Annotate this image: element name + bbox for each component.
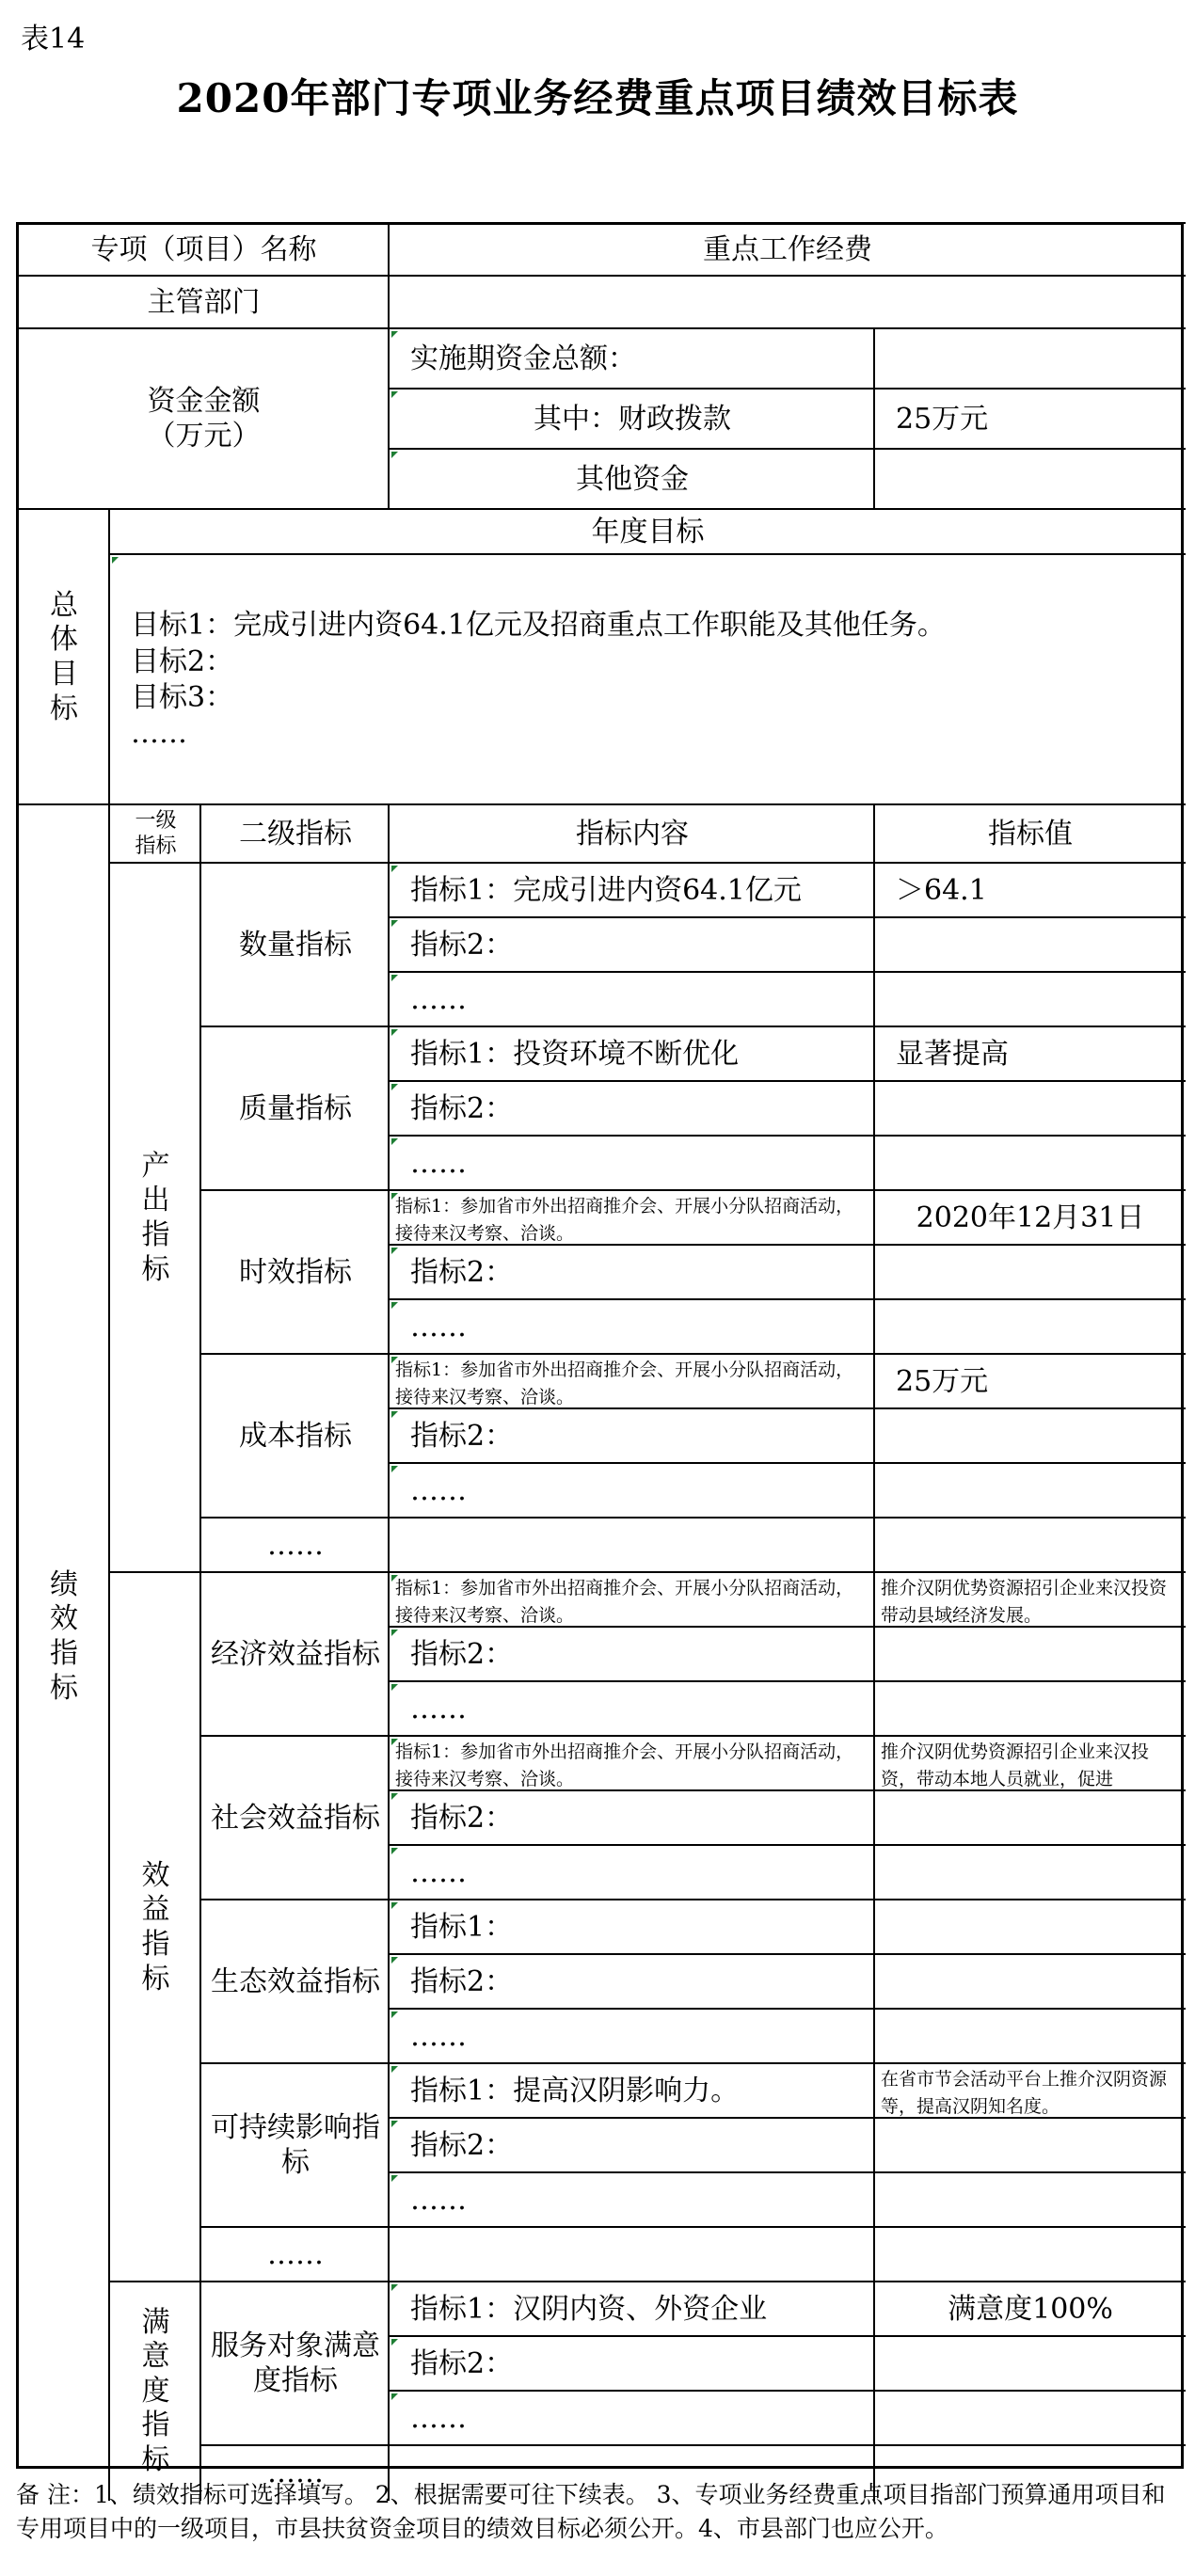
level1-indicator xyxy=(108,862,201,1573)
cell-marker-icon xyxy=(391,2175,398,2182)
more-level2-row-text: …… xyxy=(267,2456,324,2489)
indicator-value xyxy=(873,1899,1186,1955)
level1-indicator xyxy=(108,1571,201,2282)
indicator-content-text: 指标1：参加省市外出招商推介会、开展小分队招商活动，接待来汉考察、洽谈。 xyxy=(395,1196,854,1244)
level2-indicator xyxy=(199,1189,390,1355)
annual-target-header xyxy=(108,508,1186,555)
dept-value xyxy=(388,275,1186,329)
table-number: 表14 xyxy=(21,23,86,56)
indicator-content xyxy=(388,2390,875,2446)
cell-marker-icon xyxy=(391,1793,398,1800)
level2-indicator-text: 数量指标 xyxy=(239,928,352,962)
cell-marker-icon xyxy=(391,1848,398,1854)
indicator-value xyxy=(873,1244,1186,1300)
level2-indicator xyxy=(199,2281,390,2446)
indicator-content xyxy=(388,2335,875,2392)
indicator-content-text: 指标1：完成引进内资64.1亿元 xyxy=(410,873,802,907)
indicator-value xyxy=(873,1026,1186,1082)
project-name-value xyxy=(388,222,1186,277)
indicator-content xyxy=(388,916,875,973)
performance-target-table xyxy=(16,222,1184,2489)
indicator-content xyxy=(388,1462,875,1519)
col-header-level1-text: 一级指标 xyxy=(135,809,177,858)
annual-target-content xyxy=(108,553,1186,805)
level1-indicator-line: 标 xyxy=(141,1962,170,1996)
indicator-content xyxy=(388,971,875,1027)
more-value-blank xyxy=(873,2226,1186,2282)
indicator-content-text: 指标2： xyxy=(410,1255,514,1289)
more-level2-row-text: …… xyxy=(267,2237,324,2271)
level1-indicator-line: 出 xyxy=(141,1184,170,1217)
level2-indicator-text: 质量指标 xyxy=(239,1091,352,1125)
dept-label xyxy=(16,275,390,329)
indicator-value-text: 满意度100% xyxy=(948,2292,1113,2326)
more-level2-row xyxy=(199,1517,390,1573)
perf-indicator-label-line: 效 xyxy=(50,1602,78,1636)
indicator-value xyxy=(873,1189,1186,1246)
indicator-content-text: 指标1：提高汉阴影响力。 xyxy=(410,2074,740,2107)
indicator-content xyxy=(388,1899,875,1955)
indicator-content xyxy=(388,1135,875,1191)
indicator-content xyxy=(388,2281,875,2337)
fund-fiscal-label-text: 其中：财政拨款 xyxy=(534,402,731,436)
col-header-value-text: 指标值 xyxy=(988,817,1073,851)
indicator-value xyxy=(873,2171,1186,2228)
annual-target-header-text: 年度目标 xyxy=(591,515,705,549)
more-value-blank xyxy=(873,1517,1186,1573)
level1-indicator-line: 标 xyxy=(141,1252,170,1286)
indicator-content xyxy=(388,1953,875,2010)
indicator-content-text: 指标1：参加省市外出招商推介会、开展小分队招商活动，接待来汉考察、洽谈。 xyxy=(395,1360,854,1407)
fund-fiscal-label xyxy=(388,388,875,450)
col-header-level2 xyxy=(199,803,390,864)
fund-total-label-text: 实施期资金总额： xyxy=(410,342,636,375)
indicator-content-text: 指标1：汉阴内资、外资企业 xyxy=(410,2292,768,2326)
cell-marker-icon xyxy=(391,1029,398,1036)
indicator-value xyxy=(873,2281,1186,2337)
level1-indicator-line: 意 xyxy=(141,2340,170,2374)
level1-indicator-line: 标 xyxy=(141,2442,170,2476)
indicator-value xyxy=(873,2117,1186,2173)
indicator-content-text: 指标2： xyxy=(410,928,514,962)
fund-fiscal-value-text: 25万元 xyxy=(896,402,989,436)
fund-other-value xyxy=(873,448,1186,510)
indicator-value-text: ＞64.1 xyxy=(896,873,987,907)
annual-target-content-line: 目标3： xyxy=(131,681,234,714)
cell-marker-icon xyxy=(391,1739,398,1745)
indicator-content-text: …… xyxy=(410,2401,467,2435)
indicator-value xyxy=(873,1571,1186,1628)
cell-marker-icon xyxy=(391,331,398,338)
level2-indicator-text: 成本指标 xyxy=(239,1419,352,1453)
indicator-value-text: 显著提高 xyxy=(896,1037,1009,1071)
indicator-value-text: 25万元 xyxy=(896,1364,989,1398)
document-title: 2020年部门专项业务经费重点项目绩效目标表 xyxy=(176,75,1019,121)
indicator-content-text: …… xyxy=(410,982,467,1016)
level1-indicator-line: 益 xyxy=(141,1893,170,1927)
fund-other-label xyxy=(388,448,875,510)
col-header-level2-text: 二级指标 xyxy=(239,817,352,851)
indicator-content xyxy=(388,1680,875,1737)
more-content-blank xyxy=(388,2226,875,2282)
cell-marker-icon xyxy=(391,1957,398,1964)
indicator-content xyxy=(388,1026,875,1082)
cell-marker-icon xyxy=(391,1411,398,1418)
indicator-value xyxy=(873,1844,1186,1900)
level2-indicator xyxy=(199,1571,390,1737)
indicator-value xyxy=(873,2390,1186,2446)
cell-marker-icon xyxy=(391,920,398,927)
indicator-content-text: 指标2： xyxy=(410,1419,514,1453)
col-header-content xyxy=(388,803,875,864)
overall-target-label-line: 总 xyxy=(50,588,78,622)
cell-marker-icon xyxy=(391,1248,398,1254)
cell-marker-icon xyxy=(391,2121,398,2127)
annual-target-content-line: …… xyxy=(131,717,187,751)
annual-target-content-line: 目标1：完成引进内资64.1亿元及招商重点工作职能及其他任务。 xyxy=(131,609,946,643)
col-header-value xyxy=(873,803,1186,864)
dept-label-text: 主管部门 xyxy=(147,285,261,319)
col-header-level1 xyxy=(108,803,201,864)
indicator-value xyxy=(873,1135,1186,1191)
project-name-label xyxy=(16,222,390,277)
level1-indicator-line: 效 xyxy=(141,1858,170,1892)
level2-indicator-text: 生态效益指标 xyxy=(211,1964,380,1998)
cell-marker-icon xyxy=(391,1902,398,1909)
fund-total-value xyxy=(873,327,1186,390)
cell-marker-icon xyxy=(391,1302,398,1309)
indicator-value xyxy=(873,1735,1186,1791)
indicator-content xyxy=(388,2117,875,2173)
indicator-content xyxy=(388,1298,875,1355)
level1-indicator-line: 指 xyxy=(141,1928,170,1961)
more-content-blank xyxy=(388,1517,875,1573)
indicator-content-text: …… xyxy=(410,2183,467,2217)
level2-indicator xyxy=(199,2062,390,2228)
indicator-content-text: 指标1： xyxy=(410,1910,514,1944)
fund-total-label xyxy=(388,327,875,390)
cell-marker-icon xyxy=(391,866,398,872)
perf-indicator-label xyxy=(16,803,110,2469)
perf-indicator-label-line: 标 xyxy=(50,1671,78,1705)
indicator-content xyxy=(388,2008,875,2064)
cell-marker-icon xyxy=(391,1138,398,1145)
cell-marker-icon xyxy=(391,975,398,981)
level2-indicator-text: 社会效益指标 xyxy=(211,1801,380,1835)
cell-marker-icon xyxy=(391,2012,398,2018)
cell-marker-icon xyxy=(391,1466,398,1472)
indicator-content-text: …… xyxy=(410,1310,467,1344)
fund-label-line: 资金金额 xyxy=(147,385,261,419)
cell-marker-icon xyxy=(391,2339,398,2345)
level2-indicator xyxy=(199,862,390,1027)
perf-indicator-label-line: 绩 xyxy=(50,1567,78,1601)
indicator-content-text: 指标1：投资环境不断优化 xyxy=(410,1037,740,1071)
fund-fiscal-value xyxy=(873,388,1186,450)
indicator-content xyxy=(388,1626,875,1682)
indicator-content xyxy=(388,1244,875,1300)
level1-indicator-line: 指 xyxy=(141,1218,170,1251)
col-header-content-text: 指标内容 xyxy=(576,817,689,851)
cell-marker-icon xyxy=(391,1684,398,1691)
annual-target-content-line: 目标2： xyxy=(131,644,234,678)
indicator-content xyxy=(388,2062,875,2119)
cell-marker-icon xyxy=(391,1630,398,1636)
indicator-content xyxy=(388,2171,875,2228)
indicator-content-text: …… xyxy=(410,1146,467,1180)
level2-indicator xyxy=(199,1899,390,2064)
indicator-value xyxy=(873,1789,1186,1846)
level2-indicator-text: 经济效益指标 xyxy=(211,1637,380,1671)
fund-label xyxy=(16,327,390,510)
indicator-value-text: 2020年12月31日 xyxy=(916,1201,1145,1234)
indicator-value xyxy=(873,1680,1186,1737)
level2-indicator-text: 服务对象满意度指标 xyxy=(211,2330,380,2397)
indicator-value xyxy=(873,916,1186,973)
indicator-value xyxy=(873,2008,1186,2064)
level1-indicator xyxy=(108,2281,201,2501)
indicator-content xyxy=(388,1571,875,1628)
indicator-value xyxy=(873,971,1186,1027)
indicator-value xyxy=(873,1407,1186,1464)
indicator-content xyxy=(388,1735,875,1791)
level2-indicator-text: 时效指标 xyxy=(239,1255,352,1289)
indicator-content-text: …… xyxy=(410,1473,467,1507)
overall-target-label xyxy=(16,508,110,805)
indicator-value xyxy=(873,1626,1186,1682)
indicator-value xyxy=(873,862,1186,918)
overall-target-label-line: 目 xyxy=(50,658,78,691)
indicator-value xyxy=(873,1953,1186,2010)
level1-indicator-line: 满 xyxy=(141,2305,170,2339)
cell-marker-icon xyxy=(391,1193,398,1200)
indicator-content-text: 指标2： xyxy=(410,1964,514,1998)
indicator-content-text: …… xyxy=(410,2019,467,2053)
footnote: 备 注：1、绩效指标可选择填写。 2、根据需要可往下续表。 3、专项业务经费重点项目指部门预算通用项目和专用项目中的一级项目，市县扶贫资金项目的绩效目标必须公开。4、市县部门也应公开。 xyxy=(16,2481,1166,2543)
cell-marker-icon xyxy=(112,557,119,564)
level2-indicator xyxy=(199,1735,390,1900)
indicator-content-text: …… xyxy=(410,1855,467,1889)
indicator-content-text: 指标2： xyxy=(410,2346,514,2380)
indicator-value xyxy=(873,1462,1186,1519)
level2-indicator xyxy=(199,1026,390,1191)
level2-indicator xyxy=(199,1353,390,1519)
indicator-content xyxy=(388,1353,875,1409)
indicator-content-text: 指标1：参加省市外出招商推介会、开展小分队招商活动，接待来汉考察、洽谈。 xyxy=(395,1578,854,1626)
project-name-value-text: 重点工作经费 xyxy=(703,232,872,266)
indicator-value xyxy=(873,1353,1186,1409)
indicator-content-text: 指标1：参加省市外出招商推介会、开展小分队招商活动，接待来汉考察、洽谈。 xyxy=(395,1741,854,1789)
indicator-content xyxy=(388,1844,875,1900)
indicator-content-text: 指标2： xyxy=(410,1637,514,1671)
overall-target-label-line: 标 xyxy=(50,692,78,725)
indicator-content-text: 指标2： xyxy=(410,1091,514,1125)
indicator-value xyxy=(873,2335,1186,2392)
indicator-value xyxy=(873,1080,1186,1137)
indicator-content xyxy=(388,1189,875,1246)
cell-marker-icon xyxy=(391,391,398,398)
cell-marker-icon xyxy=(391,2066,398,2073)
indicator-content xyxy=(388,1080,875,1137)
level1-indicator-line: 度 xyxy=(141,2374,170,2408)
level1-indicator-line: 指 xyxy=(141,2409,170,2442)
indicator-content xyxy=(388,1407,875,1464)
indicator-value xyxy=(873,1298,1186,1355)
indicator-value-text: 推介汉阴优势资源招引企业来汉投资，带动本地人员就业，促进 xyxy=(881,1741,1150,1789)
cell-marker-icon xyxy=(391,1575,398,1582)
indicator-value-text: 在省市节会活动平台上推介汉阴资源等，提高汉阴知名度。 xyxy=(881,2069,1168,2117)
overall-target-label-line: 体 xyxy=(50,623,78,657)
cell-marker-icon xyxy=(391,1084,398,1090)
indicator-value xyxy=(873,2062,1186,2119)
fund-label-line: （万元） xyxy=(147,420,261,453)
level2-indicator-text: 可持续影响指标 xyxy=(211,2111,380,2179)
indicator-content xyxy=(388,1789,875,1846)
indicator-value-text: 推介汉阴优势资源招引企业来汉投资带动县域经济发展。 xyxy=(881,1578,1168,1626)
cell-marker-icon xyxy=(391,1357,398,1363)
indicator-content-text: …… xyxy=(410,1692,467,1725)
more-level2-row xyxy=(199,2226,390,2282)
fund-other-label-text: 其他资金 xyxy=(576,462,689,496)
cell-marker-icon xyxy=(391,2284,398,2291)
cell-marker-icon xyxy=(391,2393,398,2400)
indicator-content xyxy=(388,862,875,918)
indicator-content-text: 指标2： xyxy=(410,1801,514,1835)
perf-indicator-label-line: 指 xyxy=(50,1637,78,1670)
indicator-content-text: 指标2： xyxy=(410,2128,514,2162)
project-name-label-text: 专项（项目）名称 xyxy=(90,232,317,266)
level1-indicator-line: 产 xyxy=(141,1149,170,1183)
cell-marker-icon xyxy=(391,452,398,458)
more-level2-row-text: …… xyxy=(267,1528,324,1562)
